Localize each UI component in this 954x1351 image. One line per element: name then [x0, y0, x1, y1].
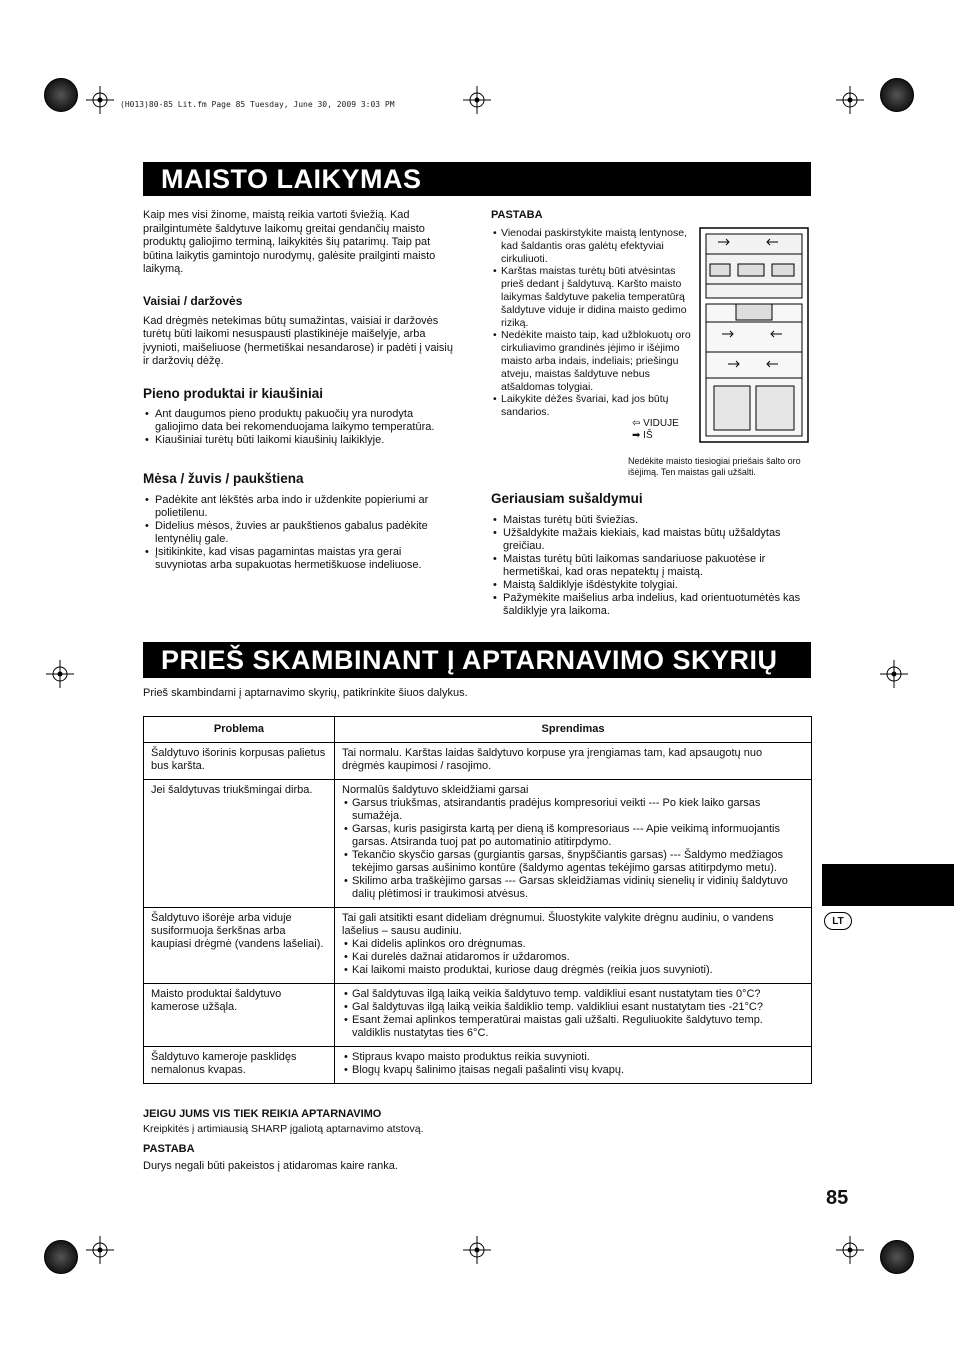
registration-mark-icon — [463, 1236, 491, 1264]
list-item: • Kai durelės dažnai atidaromos ir uždaromos. — [342, 951, 804, 964]
solution-cell — [335, 984, 812, 1047]
meat-heading: Mėsa / žuvis / paukštiena — [143, 470, 304, 486]
language-badge: LT — [824, 912, 852, 930]
arrow-left-outline-icon: ⇦ — [632, 418, 641, 429]
problem-cell: Šaldytuvo išorėje arba viduje susiformuoja šerkšnas arba kaupiasi drėgmė (vandens lašeliai). — [144, 908, 335, 984]
section-title: MAISTO LAIKYMAS — [143, 162, 811, 196]
airflow-legend — [632, 418, 679, 442]
vegetables-text: Kad drėgmės netekimas būtų sumažintas, vaisiai ir daržovės turėtų būti laikomi nesuspausti plastikinėje maišelyje, arba įvynioti, maišeliuose (hermetiškai nesandarose) ir padėti į vaisių ir daržovių dėžę. — [143, 314, 453, 367]
problem-cell: Jei šaldytuvas triukšmingai dirba. — [144, 780, 335, 908]
meat-list — [143, 494, 453, 572]
problem-cell: Šaldytuvo išorinis korpusas palietus bus karšta. — [144, 743, 335, 780]
solution-cell — [335, 1047, 812, 1084]
list-item: • Kai laikomi maisto produktai, kuriose daug drėgmės (reikia juos suvynioti). — [342, 964, 804, 977]
list-item: • Karštas maistas turėtų būti atvėsintas prieš dedant į šaldytuvą. Karšto maisto laikymas šaldytuve pakelia temperatūrą šaldytuve viduje ir didina maisto gedimo riziką. — [491, 265, 691, 329]
list-item: • Didelius mėsos, žuvies ar paukštienos gabalus padėkite lentynėlių gale. — [143, 520, 453, 546]
print-target-disc-icon — [44, 78, 78, 112]
freezing-heading: Geriausiam sušaldymui — [491, 491, 643, 506]
legend-out-label: IŠ — [643, 430, 653, 441]
column-header: Problema — [144, 717, 335, 743]
solution-cell — [335, 780, 812, 908]
list-item: • Stipraus kvapo maisto produktus reikia suvynioti. — [342, 1051, 804, 1064]
registration-mark-icon — [836, 1236, 864, 1264]
list-item: • Gal šaldytuvas ilgą laiką veikia šaldytuvo temp. valdikliui esant nustatytam ties 0°C? — [342, 988, 804, 1001]
print-target-disc-icon — [880, 78, 914, 112]
solution-lead: Tai gali atsitikti esant dideliam drėgnumui. Šluostykite valykite drėgnu audiniu, o vandens lašelius – sausu audiniu. — [342, 912, 774, 937]
print-target-disc-icon — [880, 1240, 914, 1274]
service-block — [143, 1108, 812, 1173]
legend-in — [632, 418, 679, 430]
dairy-heading: Pieno produktai ir kiaušiniai — [143, 385, 324, 401]
intro-text: Kaip mes visi žinome, maistą reikia vartoti šviežią. Kad prailgintumėte šaldytuve laikomų greitai gendančių maisto produktų galiojimo terminą, laikykitės šių patarimų. Taip pat būtina laikytis gamintojo nurodymų, galėsite prailginti maisto laikymą. — [143, 209, 436, 275]
freezing-block — [491, 491, 811, 618]
list-item: • Gal šaldytuvas ilgą laiką veikia šaldiklio temp. valdikliui esant nustatytam ties -21°C? — [342, 1001, 804, 1014]
list-item: • Ant daugumos pieno produktų pakuočių yra nurodyta galiojimo data bei rekomenduojama laikymo temperatūra. — [143, 408, 453, 434]
list-item: • Maistas turėtų būti laikomas sandariuose pakuotėse ir hermetiškai, kad oras nepatektų į maistą. — [491, 553, 811, 579]
list-item: • Skilimo arba traškėjimo garsas --- Garsas skleidžiamas vidinių sienelių ir vidinių šaldytuvo dalių plėtimosi ir traukimosi atvėsus. — [342, 875, 804, 901]
dairy-list — [143, 408, 453, 447]
column-header: Sprendimas — [335, 717, 812, 743]
legend-out — [632, 430, 679, 442]
solution-cell — [335, 908, 812, 984]
list-item: • Nedėkite maisto taip, kad užblokuotų oro cirkuliavimo grandinės įėjimo ir išėjimo maisto arba indais, indeliais; priešingu atveju, maistas šaldytuve nebus atšaldomas tolygiai. — [491, 329, 691, 393]
solution-list — [342, 797, 804, 901]
fridge-airflow-diagram — [698, 226, 811, 444]
solution-cell — [335, 743, 812, 780]
service-heading: JEIGU JUMS VIS TIEK REIKIA APTARNAVIMO — [143, 1108, 382, 1120]
problem-cell: Maisto produktai šaldytuvo kamerose užšąla. — [144, 984, 335, 1047]
section-title: PRIEŠ SKAMBINANT Į APTARNAVIMO SKYRIŲ — [143, 642, 811, 678]
problem-cell: Šaldytuvo kameroje pasklidęs nemalonus kvapas. — [144, 1047, 335, 1084]
note-heading: PASTABA — [143, 1142, 195, 1155]
troubleshooting-intro: Prieš skambindami į aptarnavimo skyrių, patikrinkite šiuos dalykus. — [143, 687, 468, 699]
table-row — [144, 780, 812, 908]
list-item: • Esant žemai aplinkos temperatūrai maistas gali užšalti. Reguliuokite šaldytuvo temp. valdiklis nustatytas ties 6°C. — [342, 1014, 804, 1040]
registration-mark-icon — [880, 660, 908, 688]
list-item: • Garsus triukšmas, atsirandantis pradėjus kompresoriui veikti --- Po kiek laiko garsas sumažėja. — [342, 797, 804, 823]
registration-mark-icon — [46, 660, 74, 688]
freezing-list — [491, 514, 811, 618]
print-target-disc-icon — [44, 1240, 78, 1274]
list-item: • Užšaldykite mažais kiekiais, kad maistas būtų užšaldytas greičiau. — [491, 527, 811, 553]
list-item: • Įsitikinkite, kad visas pagamintas maistas yra gerai suvyniotas arba supakuotas hermetiškuose indeliuose. — [143, 546, 453, 572]
list-item: • Kiaušiniai turėtų būti laikomi kiaušinių laikiklyje. — [143, 434, 453, 447]
list-item: • Blogų kvapų šalinimo įtaisas negali pašalinti visų kvapų. — [342, 1064, 804, 1077]
list-item: • Garsas, kuris pasigirsta kartą per dieną iš kompresoriaus --- Apie veikimą informuojantis garsas. Atsiranda tuoj pat po automatinio atitirpdymo. — [342, 823, 804, 849]
list-item: • Padėkite ant lėkštės arba indo ir uždenkite popieriumi ar polietilenu. — [143, 494, 453, 520]
list-item: • Kai didelis aplinkos oro drėgnumas. — [342, 938, 804, 951]
note-text: Durys negali būti pakeistos į atidaromas kaire ranka. — [143, 1159, 398, 1172]
list-item: • Tekančio skysčio garsas (gurgiantis garsas, šnypščiantis garsas) --- Šaldymo medžiagos tekėjimo garsas aušinimo kontūre (šaldymo agentas tekėjimo garsas atitirpdymo metu). — [342, 849, 804, 875]
table-row — [144, 1047, 812, 1084]
table-row — [144, 908, 812, 984]
table-row — [144, 984, 812, 1047]
registration-mark-icon — [86, 86, 114, 114]
table-row — [144, 743, 812, 780]
troubleshooting-table — [143, 716, 812, 1084]
file-info: (H013)80-85 Lit.fm Page 85 Tuesday, June 30, 2009 3:03 PM — [120, 100, 395, 109]
diagram-caption: Nedėkite maisto tiesiogiai priešais šalto oro išėjimą. Ten maistas gali užšalti. — [628, 456, 801, 477]
arrow-right-solid-icon: ➡ — [632, 430, 641, 441]
solution-list — [342, 938, 804, 977]
legend-in-label: VIDUJE — [643, 418, 679, 429]
solution-list — [342, 1051, 804, 1077]
registration-mark-icon — [463, 86, 491, 114]
list-item: • Vienodai paskirstykite maistą lentynose, kad šaldantis oras galėtų efektyviai cirkuliuoti. — [491, 227, 691, 265]
registration-mark-icon — [836, 86, 864, 114]
list-item: • Laikykite dėžes švariai, kad jos būtų sandarios. — [491, 393, 691, 419]
page-number: 85 — [826, 1187, 849, 1209]
solution-list — [342, 988, 804, 1040]
service-text: Kreipkitės į artimiausią SHARP įgaliotą aptarnavimo atstovą. — [143, 1123, 424, 1135]
registration-mark-icon — [86, 1236, 114, 1264]
vegetables-heading: Vaisiai / daržovės — [143, 293, 243, 308]
list-item: • Pažymėkite maišelius arba indelius, kad orientuotumėtės kas šaldiklyje yra laikoma. — [491, 592, 811, 618]
table-header-row — [144, 717, 812, 743]
language-tab — [822, 864, 954, 906]
note-list — [491, 227, 691, 419]
left-column — [143, 209, 453, 572]
list-item: • Maistas turėtų būti šviežias. — [491, 514, 811, 527]
solution-lead: Tai normalu. Karštas laidas šaldytuvo korpuse yra įrengiamas tam, kad apsaugotų nuo drėgmės kaupimosi / rasojimo. — [342, 747, 763, 772]
solution-lead: Normalūs šaldytuvo skleidžiami garsai — [342, 784, 529, 796]
list-item: • Maistą šaldiklyje išdėstykite tolygiai. — [491, 579, 811, 592]
note-heading: PASTABA — [491, 209, 543, 221]
